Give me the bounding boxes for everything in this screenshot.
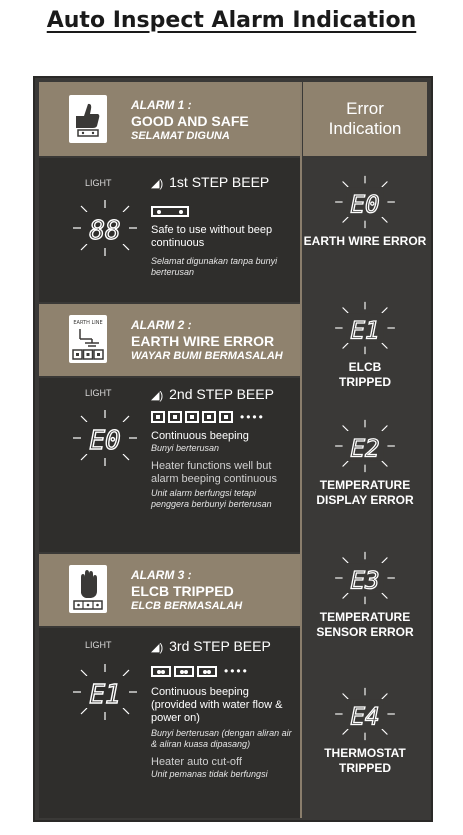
alarm-1-description: Safe to use without beep continuous	[151, 224, 273, 249]
alarm-1-title: ALARM 1 :	[131, 98, 192, 112]
alarm-3-detail-malay: Unit pemanas tidak berfungsi	[151, 769, 268, 779]
alarm-3-title: ALARM 3 :	[131, 568, 192, 582]
led-display-icon	[71, 662, 139, 722]
short-beep-icon	[219, 411, 233, 423]
alarm-3-detail: Heater auto cut-off	[151, 756, 242, 768]
speaker-icon: ◢)	[151, 390, 164, 402]
alarm-3-header	[39, 554, 301, 626]
svg-text:E1: E1	[350, 315, 380, 345]
medium-beep-icon	[197, 666, 217, 677]
alarm-3-sub: ELCB BERMASALAH	[131, 600, 243, 612]
error-item-e2	[303, 418, 427, 508]
alarm-2-sub: WAYAR BUMI BERMASALAH	[131, 350, 283, 362]
light-label: LIGHT	[85, 640, 112, 650]
svg-text:E0: E0	[89, 426, 121, 456]
beep-pattern	[151, 410, 265, 424]
alarm-3-description: Continuous beeping (provided with water flow & power on)	[151, 686, 283, 724]
error-item-e0	[303, 174, 427, 249]
error-label: THERMOSTAT TRIPPED	[324, 746, 406, 775]
alarm-2-body	[39, 378, 301, 552]
earth-line-icon	[69, 315, 107, 363]
beep-label: ◢) 1st STEP BEEP	[151, 174, 270, 190]
alarm-1-sub: SELAMAT DIGUNA	[131, 130, 230, 142]
short-beep-icon	[185, 411, 199, 423]
led-display-icon	[71, 408, 139, 468]
alarm-2-name: EARTH WIRE ERROR	[131, 333, 275, 349]
short-beep-icon	[151, 411, 165, 423]
error-indication-header: Error Indication	[303, 82, 427, 156]
error-label: EARTH WIRE ERROR	[303, 234, 427, 248]
svg-text:88: 88	[89, 216, 121, 246]
continuation-dots: ••••	[224, 664, 249, 678]
led-display-icon	[71, 198, 139, 258]
svg-text:E3: E3	[350, 565, 380, 595]
svg-text:E4: E4	[350, 701, 380, 731]
error-item-e1	[303, 300, 427, 390]
alarm-1-name: GOOD AND SAFE	[131, 113, 249, 129]
alarm-1-header	[39, 82, 301, 156]
medium-beep-icon	[174, 666, 194, 677]
led-e1-icon	[333, 300, 397, 356]
alarm-3-body	[39, 628, 301, 818]
svg-text:E0: E0	[350, 189, 380, 219]
alarm-1-description-malay: Selamat digunakan tanpa bunyi berterusan	[151, 256, 278, 277]
led-e0-icon	[333, 174, 397, 230]
led-e2-icon	[333, 418, 397, 474]
beep-pattern	[151, 664, 249, 678]
alarm-1-body	[39, 158, 301, 302]
alarm-2-description: Continuous beeping	[151, 430, 249, 442]
alarm-column	[39, 82, 301, 818]
beep-label: ◢) 3rd STEP BEEP	[151, 638, 271, 654]
svg-text:E2: E2	[350, 433, 380, 463]
short-beep-icon	[202, 411, 216, 423]
beep-pattern	[151, 206, 189, 217]
page-title: Auto Inspect Alarm Indication	[46, 8, 417, 33]
alarm-2-detail-malay: Unit alarm berfungsi tetapi penggera berbunyi berterusan	[151, 488, 272, 509]
thumbs-up-icon	[69, 95, 107, 143]
speaker-icon: ◢)	[151, 178, 164, 190]
light-label: LIGHT	[85, 178, 112, 188]
alarm-3-name: ELCB TRIPPED	[131, 583, 234, 599]
alarm-2-description-malay: Bunyi berterusan	[151, 443, 220, 453]
error-label: TEMPERATURE DISPLAY ERROR	[316, 478, 414, 507]
alarm-3-description-malay: Bunyi berterusan (dengan aliran air & aliran kuasa dipasang)	[151, 728, 292, 749]
beep-label: ◢) 2nd STEP BEEP	[151, 386, 274, 402]
medium-beep-icon	[151, 666, 171, 677]
column-divider	[300, 82, 302, 818]
error-item-e4	[303, 686, 427, 776]
speaker-icon: ◢)	[151, 642, 164, 654]
short-beep-icon	[168, 411, 182, 423]
svg-text:EARTH LINE: EARTH LINE	[73, 320, 103, 326]
led-e3-icon	[333, 550, 397, 606]
alarm-2-detail: Heater functions well but alarm beeping continuous	[151, 460, 277, 485]
svg-text:E1: E1	[89, 680, 121, 710]
error-column	[303, 82, 427, 818]
long-beep-icon	[151, 206, 189, 217]
alarm-panel	[33, 76, 433, 822]
led-e4-icon	[333, 686, 397, 742]
light-label: LIGHT	[85, 388, 112, 398]
alarm-2-header	[39, 304, 301, 376]
error-label: TEMPERATURE SENSOR ERROR	[316, 610, 414, 639]
hand-icon	[69, 565, 107, 613]
continuation-dots: ••••	[240, 410, 265, 424]
alarm-2-title: ALARM 2 :	[131, 318, 192, 332]
error-label: ELCB TRIPPED	[338, 360, 391, 389]
error-item-e3	[303, 550, 427, 640]
